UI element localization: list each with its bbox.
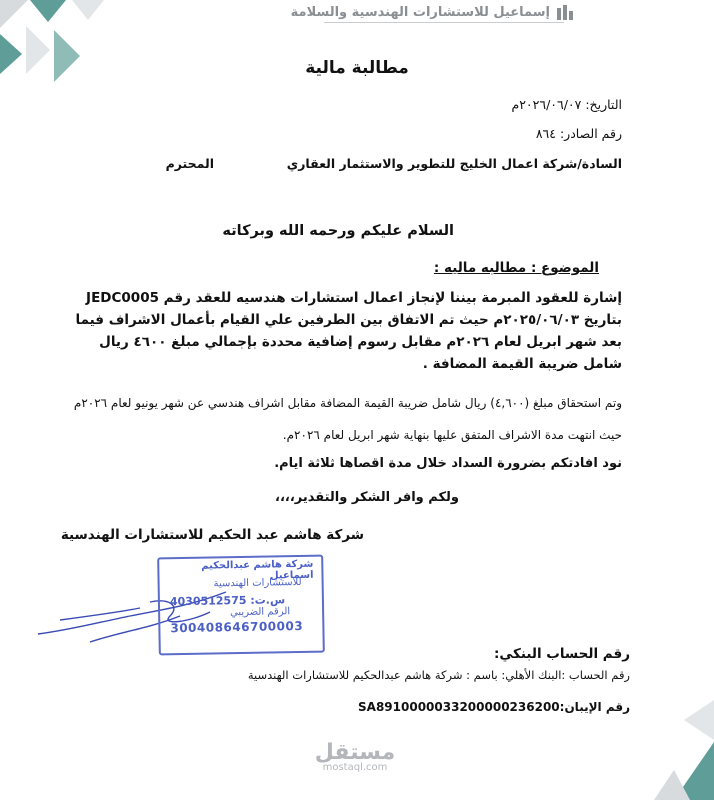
document-date: التاريخ: ٢٠٢٦/٠٦/٠٧م: [511, 97, 622, 112]
stamp-company-name: شركة هاشم عبدالحكيم اسماعيل: [201, 558, 314, 582]
document-reference: رقم الصادر: ٨٦٤: [535, 126, 622, 141]
letterhead: [291, 4, 574, 20]
corner-decoration-bottom-right: [654, 700, 714, 800]
body-paragraph-3: نود افادتكم بضرورة السداد خلال مدة اقصاها ثلاثة ايام.: [274, 456, 622, 471]
letterhead-company-name: إسماعيل للاستشارات الهندسية والسلامة: [290, 4, 550, 20]
closing-line: ولكم وافر الشكر والتقدير،،،،: [275, 490, 459, 505]
stamp-tax-number: 300408646700003: [170, 618, 304, 636]
signatory-company: شركة هاشم عبد الحكيم للاستشارات الهندسية: [60, 527, 364, 543]
bank-iban: رقم الإيبان:SA8910000033200000236200: [358, 700, 630, 714]
body-paragraph-2-line-1: وتم استحقاق مبلغ (٤,٦٠٠) ريال شامل ضريبة القيمة المضافة مقابل اشراف هندسي عن شهر يونيو لعام ٢٠٢٦م: [73, 396, 622, 410]
bank-section-title: رقم الحساب البنكي:: [493, 646, 630, 662]
greeting: السلام عليكم ورحمه الله وبركاته: [222, 223, 454, 239]
bank-account-details: رقم الحساب :البنك الأهلي: باسم : شركة هاشم عبدالحكيم للاستشارات الهندسية: [247, 668, 630, 682]
stamp-company-subtitle: للاستشارات الهندسية: [213, 576, 302, 590]
stamp-tax-label: الرقم الضريبي: [229, 606, 291, 619]
document-title: مطالبة مالية: [305, 58, 409, 78]
letterhead-divider: [324, 22, 564, 23]
stamp-cr-number: س.ت: 4030512575: [169, 593, 286, 609]
company-stamp: [157, 555, 325, 656]
subject-line: الموضوع : مطالبه ماليه :: [433, 260, 599, 276]
addressee: السادة/شركة اعمال الخليج للتطوير والاستثمار العقاري: [286, 156, 622, 171]
honorific: المحترم: [165, 156, 214, 171]
company-logo-icon: [556, 4, 574, 20]
watermark-url: mostaql.com: [322, 762, 388, 773]
body-paragraph-2-line-2: حيث انتهت مدة الاشراف المتفق عليها بنهاية شهر ابريل لعام ٢٠٢٦م.: [282, 428, 622, 442]
body-paragraph-1: إشارة للعقود المبرمة بيننا لإنجاز اعمال استشارات هندسيه للعقد رقم JEDC0005 بتاريخ ٢٠٢٥/٠٦/٠٣م حيث تم الاتفاق بين الطرفين علي القيام بأعمال الاشراف فيما بعد شهر ابريل لعام ٢٠٢٦م مقابل رسوم إضافية محددة بإجمالي مبلغ ٤٦٠٠ ريال شامل ضريبة القيمة المضافة .: [75, 290, 622, 372]
watermark: [310, 740, 400, 773]
watermark-logo: مستقل: [314, 740, 396, 765]
